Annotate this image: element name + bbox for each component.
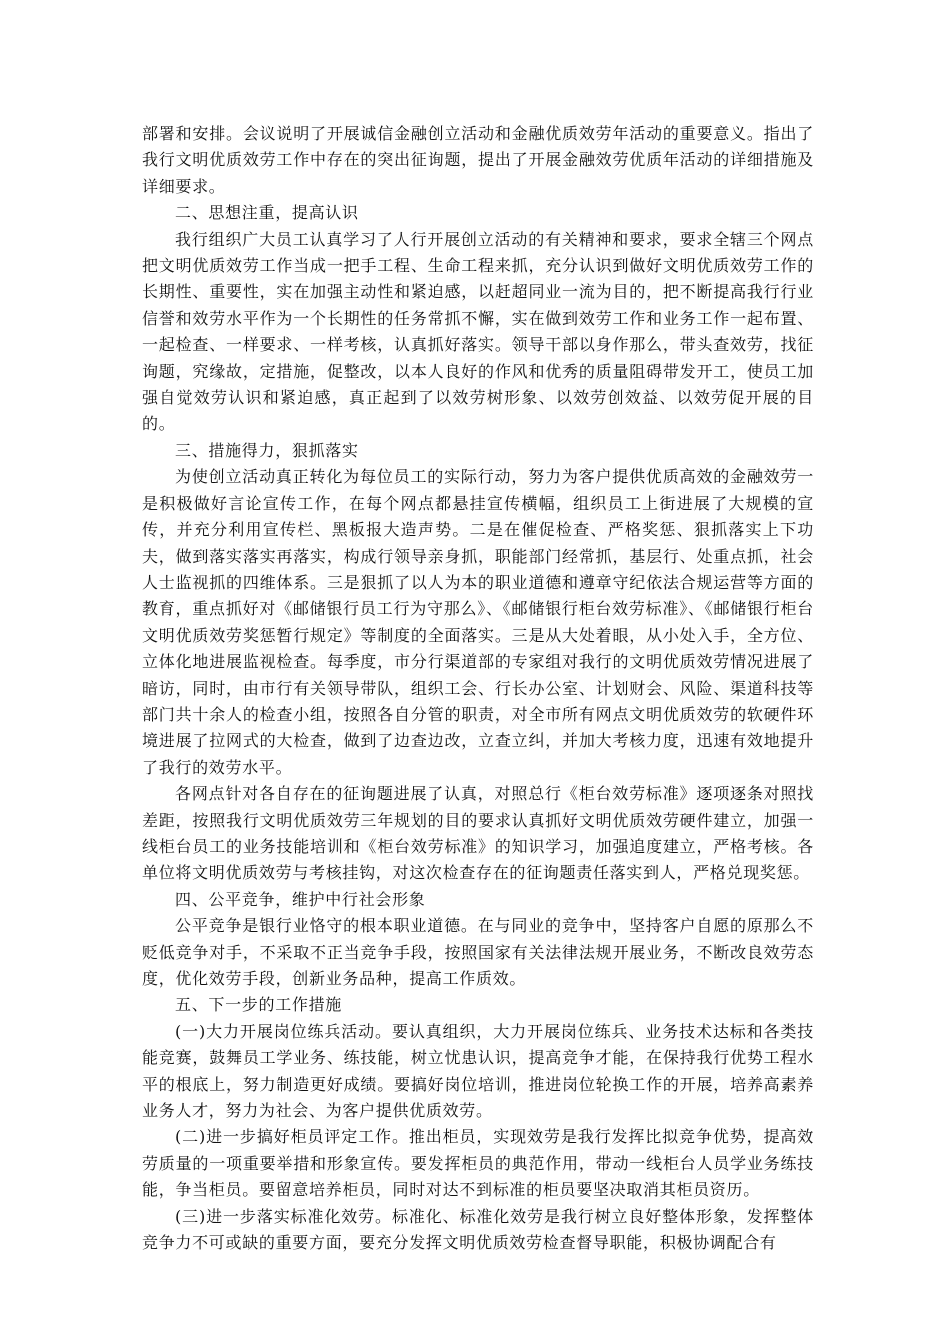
paragraph-5-item-2: (二)进一步搞好柜员评定工作。推出柜员，实现效劳是我行发挥比拟竞争优势，提高效劳质量的一项重要举措和形象宣传。要发挥柜员的典范作用，带动一线柜台人员学业务练技能，争当柜员。要留意培养柜员，同时对达不到标准的柜员要坚决取消其柜员资历。 (142, 1127, 814, 1200)
paragraph-2-body: 我行组织广大员工认真学习了人行开展创立活动的有关精神和要求，要求全辖三个网点把文明优质效劳工作当成一把手工程、生命工程来抓，充分认识到做好文明优质效劳工作的长期性、重要性，实在加强主动性和紧迫感，以赶超同业一流为目的，把不断提高我行行业信誉和效劳水平作为一个长期性的任务常抓不懈，实在做到效劳工作和业务工作一起布置、一起检查、一样要求、一样考核，认真抓好落实。领导干部以身作那么，带头查效劳，找征询题，究缘故，定措施，促整改，以本人良好的作风和优秀的质量阻碍带发开工，使员工加强自觉效劳认识和紧迫感，真正起到了以效劳树形象、以效劳创效益、以效劳促开展的目的。 (142, 229, 814, 434)
paragraph-intro: 部署和安排。会议说明了开展诚信金融创立活动和金融优质效劳年活动的重要意义。指出了我行文明优质效劳工作中存在的突出征询题，提出了开展金融效劳优质年活动的详细措施及详细要求。 (142, 124, 814, 196)
paragraph-5-item-1: (一)大力开展岗位练兵活动。要认真组织，大力开展岗位练兵、业务技术达标和各类技能竞赛，鼓舞员工学业务、练技能，树立忧患认识，提高竞争才能，在保持我行优势工程水平的根底上，努力制造更好成绩。要搞好岗位培训，推进岗位轮换工作的开展，培养高素养业务人才，努力为社会、为客户提供优质效劳。 (142, 1021, 814, 1121)
section-heading-5: 五、下一步的工作措施 (175, 995, 343, 1015)
paragraph-3-body: 为使创立活动真正转化为每位员工的实际行动，努力为客户提供优质高效的金融效劳一是积极做好言论宣传工作，在每个网点都悬挂宣传横幅，组织员工上街进展了大规模的宣传，并充分利用宣传栏、黑板报大造声势。二是在催促检查、严格奖惩、狠抓落实上下功夫，做到落实落实再落实，构成行领导亲身抓，职能部门经常抓，基层行、处重点抓，社会人士监视抓的四维体系。三是狠抓了以人为本的职业道德和遵章守纪依法合规运营等方面的教育，重点抓好对《邮储银行员工行为守那么》、《邮储银行柜台效劳标准》、《邮储银行柜台文明优质效劳奖惩暂行规定》等制度的全面落实。三是从大处着眼，从小处入手，全方位、立体化地进展监视检查。每季度，市分行渠道部的专家组对我行的文明优质效劳情况进展了暗访，同时，由市行有关领导带队，组织工会、行长办公室、计划财会、风险、渠道科技等部门共十余人的检查小组，按照各自分管的职责，对全市所有网点文明优质效劳的软硬件环境进展了拉网式的大检查，做到了边查边改，立查立纠，并加大考核力度，迅速有效地提升了我行的效劳水平。 (142, 467, 814, 777)
section-heading-2: 二、思想注重，提高认识 (175, 203, 359, 223)
document-page (142, 121, 814, 1256)
paragraph-4-body: 公平竞争是银行业恪守的根本职业道德。在与同业的竞争中，坚持客户自愿的原那么不贬低竞争对手，不采取不正当竞争手段，按照国家有关法律法规开展业务，不断改良效劳态度，优化效劳手段，创新业务品种，提高工作质效。 (142, 916, 814, 988)
section-heading-4: 四、公平竞争，维护中行社会形象 (175, 889, 426, 909)
paragraph-5-item-3: (三)进一步落实标准化效劳。标准化、标准化效劳是我行树立良好整体形象，发挥整体竞争力不可或缺的重要方面，要充分发挥文明优质效劳检查督导职能，积极协调配合有 (142, 1206, 814, 1253)
paragraph-3-followup: 各网点针对各自存在的征询题进展了认真，对照总行《柜台效劳标准》逐项逐条对照找差距，按照我行文明优质效劳三年规划的目的要求认真抓好文明优质效劳硬件建立，加强一线柜台员工的业务技能培训和《柜台效劳标准》的知识学习，加强追度建立，严格考核。各单位将文明优质效劳与考核挂钩，对这次检查存在的征询题责任落实到人，严格兑现奖惩。 (142, 784, 814, 883)
section-heading-3: 三、措施得力，狠抓落实 (175, 440, 359, 460)
